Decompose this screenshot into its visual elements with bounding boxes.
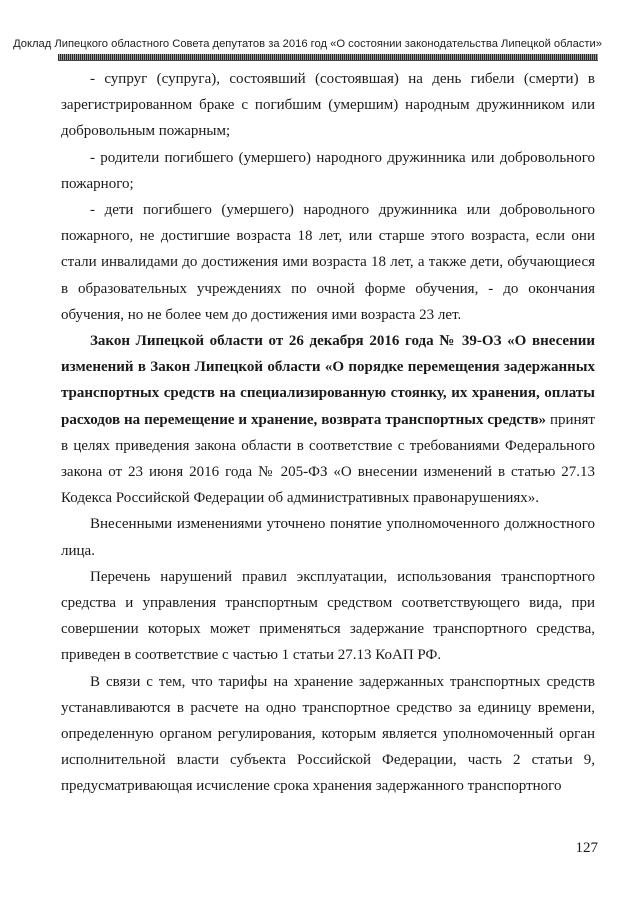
paragraph-text: - супруг (супруга), состоявший (состоявшая) на день гибели (смерти) в зарегистрированном браке с погибшим (умершим) народным дружинником или добровольным пожарным; — [61, 71, 595, 140]
paragraph — [61, 328, 595, 511]
paragraph — [61, 145, 595, 197]
paragraph-text: - дети погибшего (умершего) народного дружинника или добровольного пожарного, не достигшие возраста 18 лет, или старше этого возраста, если они стали инвалидами до достижения ими возраста 18 лет, а также дети, обучающиеся в образовательных учреждениях по очной форме обучения, - до окончания обучения, но не более чем до достижения ими возраста 23 лет. — [61, 202, 595, 323]
running-header: Доклад Липецкого областного Совета депутатов за 2016 год «О состоянии законодательства Липецкой области» — [13, 38, 602, 50]
paragraph-text: Внесенными изменениями уточнено понятие уполномоченного должностного лица. — [61, 516, 595, 559]
paragraph — [61, 511, 595, 563]
paragraph — [61, 564, 595, 669]
paragraph — [61, 669, 595, 800]
document-body — [61, 66, 595, 800]
paragraph-text: принят в целях приведения закона области в соответствие с требованиями Федерального закона от 23 июня 2016 года № 205-ФЗ «О внесении изменений в статью 27.13 Кодекса Российской Федерации об административных правонарушениях». — [61, 411, 595, 507]
page-number: 127 — [575, 840, 598, 856]
paragraph-text: - родители погибшего (умершего) народного дружинника или добровольного пожарного; — [61, 149, 595, 192]
paragraph-text: В связи с тем, что тарифы на хранение задержанных транспортных средств устанавливаются в расчете на одно транспортное средство за единицу времени, определенную органом регулирования, которым является уполномоченный орган исполнительной власти субъекта Российской Федерации, часть 2 статьи 9, предусматривающая исчисление срока хранения задержанного транспортного — [61, 673, 595, 795]
header-rule-line — [58, 60, 598, 61]
law-title: Закон Липецкой области от 26 декабря 2016 года № 39-ОЗ «О внесении изменений в Закон Липецкой области «О порядке перемещения задержанных транспортных средств на специализированную стоянку, их хранения, оплаты расходов на перемещение и хранение, возврата транспортных средств» — [61, 333, 595, 428]
paragraph-text: Перечень нарушений правил эксплуатации, использования транспортного средства и управления транспортным средством соответствующего вида, при совершении которых может применяться задержание транспортного средства, приведен в соответствие с частью 1 статьи 27.13 КоАП РФ. — [61, 568, 595, 664]
paragraph — [61, 197, 595, 328]
paragraph — [61, 66, 595, 145]
